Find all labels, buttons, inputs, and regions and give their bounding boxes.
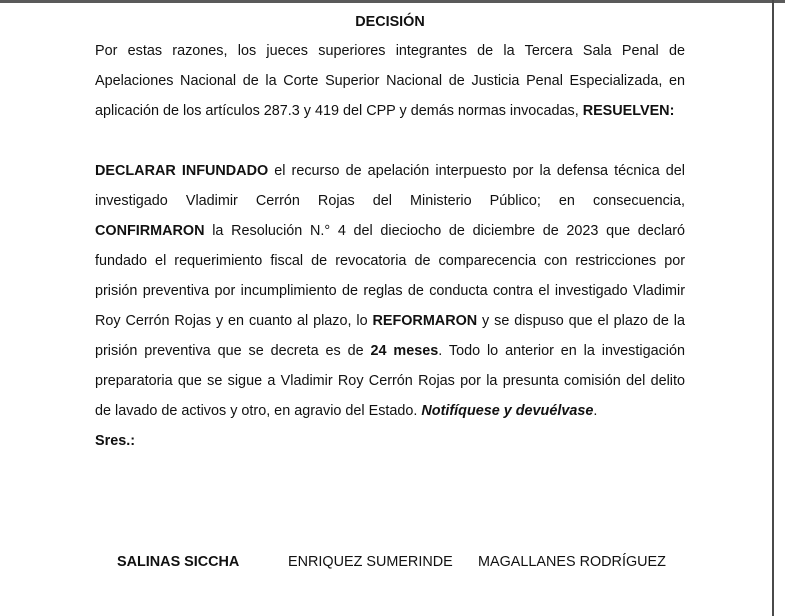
document-body — [95, 8, 685, 456]
resolution-text-4: . Todo lo anterior en la investigación preparatoria que se sigue a Vladimir Roy Cerrón Rojas por la presunta comisión del delito de lavado de activos y otro, en agravio del Estado. — [95, 343, 685, 419]
signatures-row — [0, 547, 785, 577]
resolution-text-5: . — [593, 403, 598, 419]
resolution-text-2: la Resolución N.° 4 del dieciocho de diciembre de 2023 que declaró fundado el requerimiento fiscal de revocatoria de comparecencia con restricciones por prisión preventiva por incumplimiento de reglas de conducta contra el investigado Vladimir Roy Cerrón Rojas y en cuanto al plazo, lo — [95, 223, 685, 329]
page-top-border — [0, 0, 785, 3]
plazo-meses: 24 meses — [370, 343, 439, 359]
resolution-text-3: y se dispuso que el plazo de la prisión preventiva que se decreta es de — [95, 313, 685, 359]
page-right-border — [772, 0, 774, 616]
signature-magallanes-rodriguez: MAGALLANES RODRÍGUEZ — [478, 554, 666, 570]
reformaron: REFORMARON — [372, 313, 478, 329]
paragraph-gap — [95, 126, 685, 156]
resolution-paragraph — [95, 156, 685, 426]
signature-salinas-siccha: SALINAS SICCHA — [117, 554, 240, 570]
intro-resuelven: RESUELVEN: — [582, 103, 675, 119]
sres-label: Sres.: — [95, 433, 135, 449]
intro-text: Por estas razones, los jueces superiores integrantes de la Tercera Sala Penal de Apelaciones Nacional de la Corte Superior Nacional de Justicia Penal Especializada, en aplicación de los artículos 287.3 y 419 del CPP y demás normas invocadas, — [95, 43, 685, 119]
resolution-text-1: el recurso de apelación interpuesto por la defensa técnica del investigado Vladimir Cerrón Rojas del Ministerio Público; en consecuencia, — [95, 163, 685, 209]
notifiquese-devuelvase: Notifíquese y devuélvase — [421, 403, 594, 419]
intro-paragraph — [95, 36, 685, 126]
signature-enriquez-sumerinde: ENRIQUEZ SUMERINDE — [288, 554, 453, 570]
confirmaron: CONFIRMARON — [95, 223, 205, 239]
declarar-infundado: DECLARAR INFUNDADO — [95, 163, 269, 179]
decision-title: DECISIÓN — [355, 14, 425, 30]
